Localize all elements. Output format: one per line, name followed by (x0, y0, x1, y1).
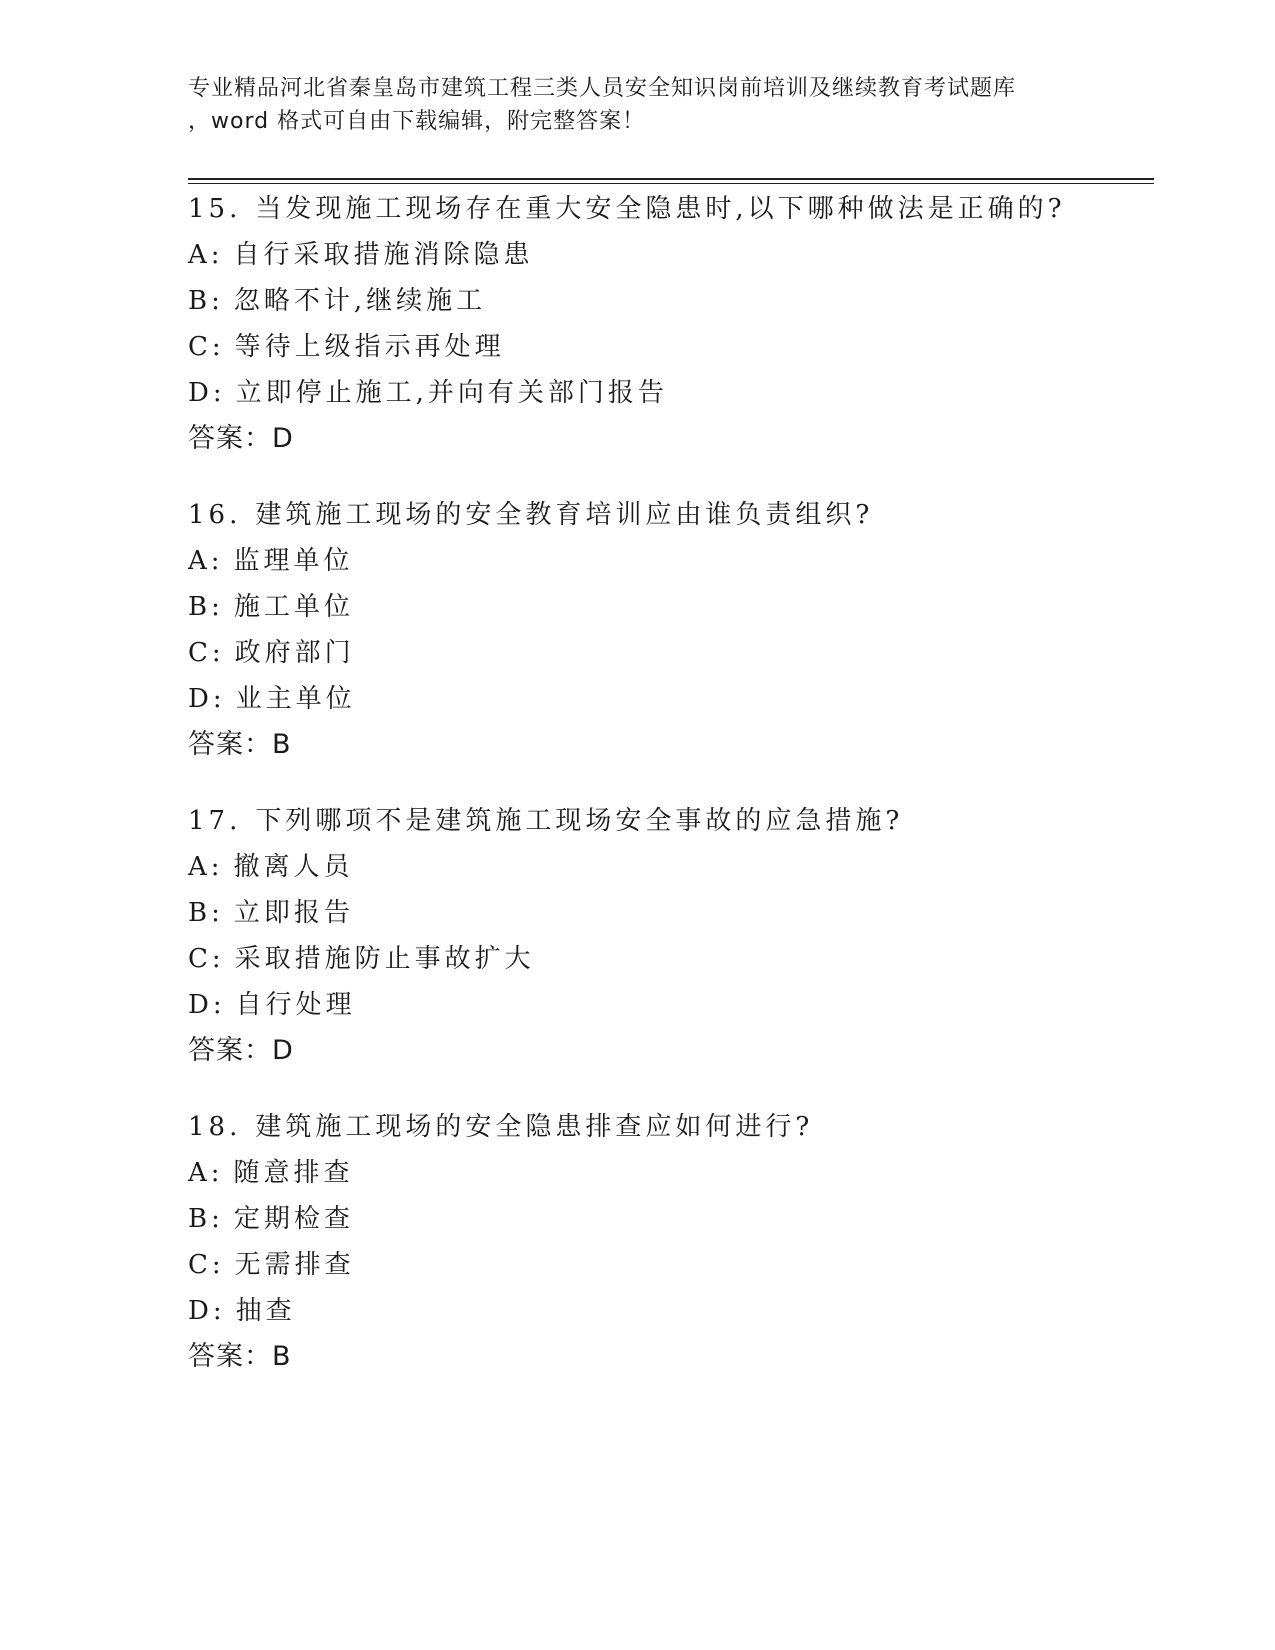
option-key: B: (188, 1204, 224, 1234)
option-text: 等待上级指示再处理 (234, 332, 505, 362)
option-text: 无需排查 (234, 1250, 355, 1280)
option-text: 立即报告 (233, 898, 354, 928)
option-b (188, 1196, 1138, 1242)
option-text: 抽查 (235, 1296, 296, 1326)
question-title (188, 492, 1138, 538)
question-16 (188, 492, 1138, 768)
question-text: 当发现施工现场存在重大安全隐患时,以下哪种做法是正确的? (255, 194, 1066, 224)
option-key: B: (188, 592, 224, 622)
question-number: 17. (188, 806, 242, 836)
option-key: D: (188, 378, 226, 408)
answer: 答案：B (188, 1341, 292, 1372)
question-number: 16. (188, 500, 242, 530)
option-key: C: (188, 944, 225, 974)
option-key: D: (188, 684, 226, 714)
question-title (188, 1104, 1138, 1150)
option-b (188, 890, 1138, 936)
option-text: 忽略不计,继续施工 (233, 286, 487, 316)
answer: 答案：D (188, 423, 294, 454)
question-text: 建筑施工现场的安全教育培训应由谁负责组织? (255, 500, 874, 530)
option-key: A: (188, 240, 224, 270)
header-divider-thick (188, 178, 1154, 180)
question-text: 下列哪项不是建筑施工现场安全事故的应急措施? (255, 806, 904, 836)
option-key: B: (188, 898, 224, 928)
answer: 答案：D (188, 1035, 294, 1066)
question-15 (188, 186, 1138, 462)
option-d (188, 1288, 1138, 1334)
option-text: 政府部门 (234, 638, 355, 668)
option-text: 立即停止施工,并向有关部门报告 (235, 378, 668, 408)
option-text: 撤离人员 (233, 852, 354, 882)
option-key: C: (188, 638, 225, 668)
option-text: 自行处理 (235, 990, 356, 1020)
option-c (188, 936, 1138, 982)
option-a (188, 232, 1138, 278)
option-b (188, 278, 1138, 324)
question-title (188, 186, 1138, 232)
question-number: 15. (188, 194, 242, 224)
option-key: A: (188, 546, 224, 576)
option-c (188, 630, 1138, 676)
option-key: D: (188, 990, 226, 1020)
option-text: 施工单位 (233, 592, 354, 622)
option-b (188, 584, 1138, 630)
header-line-1: 专业精品河北省秦皇岛市建筑工程三类人员安全知识岗前培训及继续教育考试题库 (188, 76, 1017, 101)
answer: 答案：B (188, 729, 292, 760)
option-a (188, 538, 1138, 584)
option-key: B: (188, 286, 224, 316)
question-17 (188, 798, 1138, 1074)
option-key: A: (188, 852, 224, 882)
document-header (188, 72, 1088, 138)
option-text: 采取措施防止事故扩大 (234, 944, 535, 974)
option-text: 定期检查 (233, 1204, 354, 1234)
question-18 (188, 1104, 1138, 1380)
header-line-2: ，word 格式可自由下载编辑，附完整答案！ (188, 109, 646, 134)
option-text: 监理单位 (233, 546, 354, 576)
question-title (188, 798, 1138, 844)
option-a (188, 1150, 1138, 1196)
option-key: A: (188, 1158, 224, 1188)
option-key: C: (188, 332, 225, 362)
option-d (188, 370, 1138, 416)
option-text: 随意排查 (233, 1158, 354, 1188)
option-key: C: (188, 1250, 225, 1280)
option-text: 自行采取措施消除隐患 (233, 240, 534, 270)
option-a (188, 844, 1138, 890)
option-key: D: (188, 1296, 226, 1326)
header-divider-thin (188, 183, 1154, 184)
option-text: 业主单位 (235, 684, 356, 714)
option-d (188, 676, 1138, 722)
option-d (188, 982, 1138, 1028)
question-text: 建筑施工现场的安全隐患排查应如何进行? (255, 1112, 814, 1142)
question-number: 18. (188, 1112, 242, 1142)
option-c (188, 1242, 1138, 1288)
option-c (188, 324, 1138, 370)
